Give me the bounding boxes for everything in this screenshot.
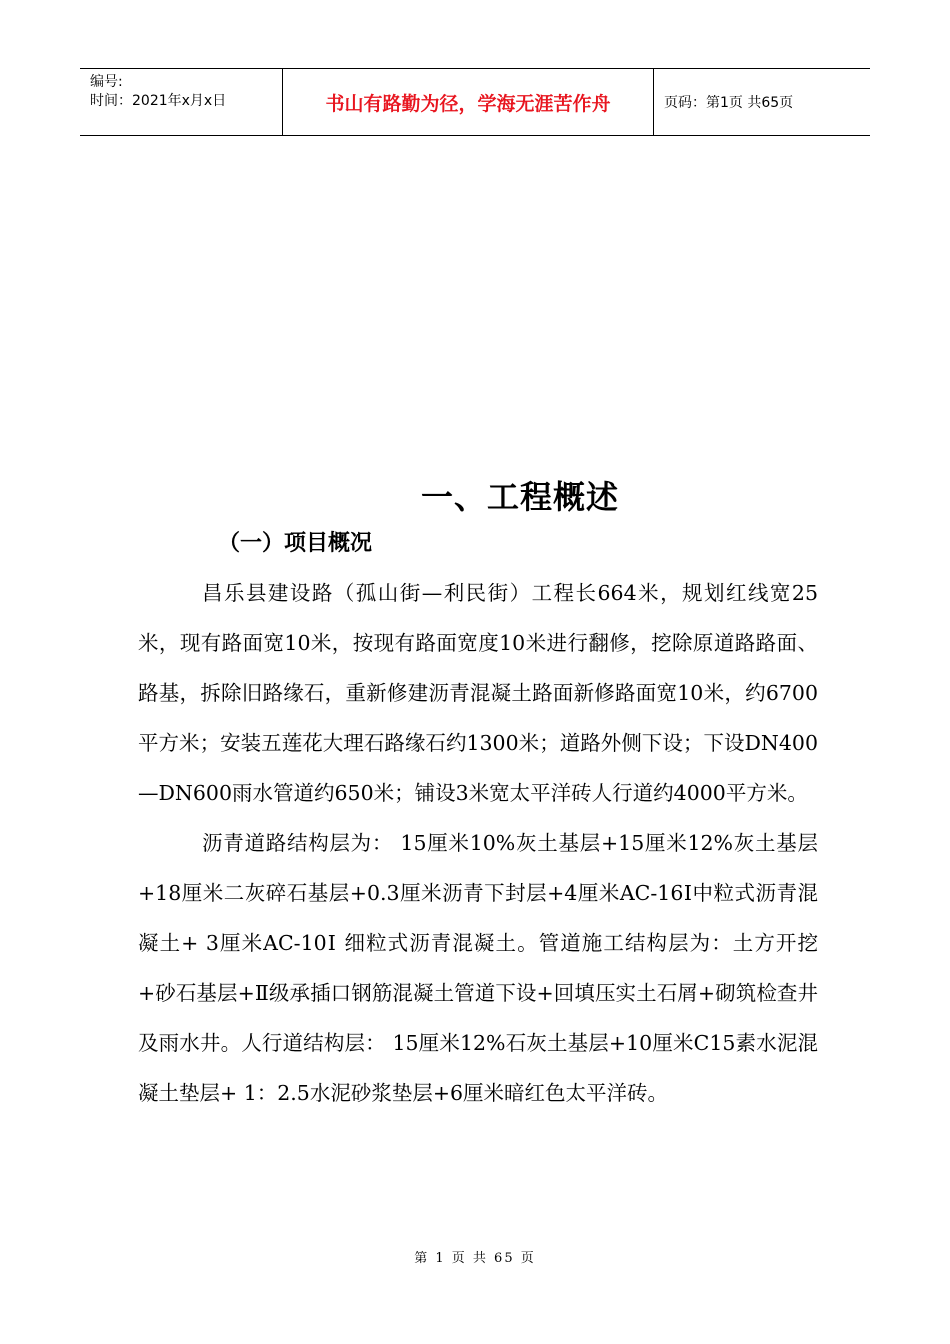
page-header — [80, 68, 870, 136]
body-paragraph: 昌乐县建设路（孤山街—利民街）工程长664米，规划红线宽25米，现有路面宽10米，按现有路面宽度10米进行翻修，挖除原道路路面、路基，拆除旧路缘石，重新修建沥青混凝土路面新修路面宽10米，约6700平方米；安装五莲花大理石路缘石约1300米；道路外侧下设；下设DN400—DN600雨水管道约650米；铺设3米宽太平洋砖人行道约4000平方米。 — [138, 581, 818, 805]
page-footer: 第 1 页 共 65 页 — [414, 1251, 536, 1266]
document-number-label: 编号: — [90, 74, 123, 90]
section-heading: （一）项目概况 — [218, 531, 373, 556]
header-page-info: 页码：第1页 共65页 — [664, 95, 794, 111]
document-body — [138, 568, 818, 1118]
header-motto: 书山有路勤为径，学海无涯苦作舟 — [282, 69, 654, 135]
document-time-label: 时间：2021年x月x日 — [90, 93, 227, 109]
body-paragraph: 沥青道路结构层为： 15厘米10%灰土基层+15厘米12%灰土基层+18厘米二灰碎石基层+0.3厘米沥青下封层+4厘米AC-16Ⅰ中粒式沥青混凝土+ 3厘米AC-10Ⅰ 细粒式沥青混凝土。管道施工结构层为：土方开挖+砂石基层+Ⅱ级承插口钢筋混凝土管道下设+回填压实土石屑+砌筑检查井及雨水井。人行道结构层： 15厘米12%石灰土基层+10厘米C15素水泥混凝土垫层+ 1：2.5水泥砂浆垫层+6厘米暗红色太平洋砖。 — [138, 831, 818, 1105]
document-title: 一、工程概述 — [420, 478, 619, 516]
header-meta-cell — [80, 69, 282, 135]
